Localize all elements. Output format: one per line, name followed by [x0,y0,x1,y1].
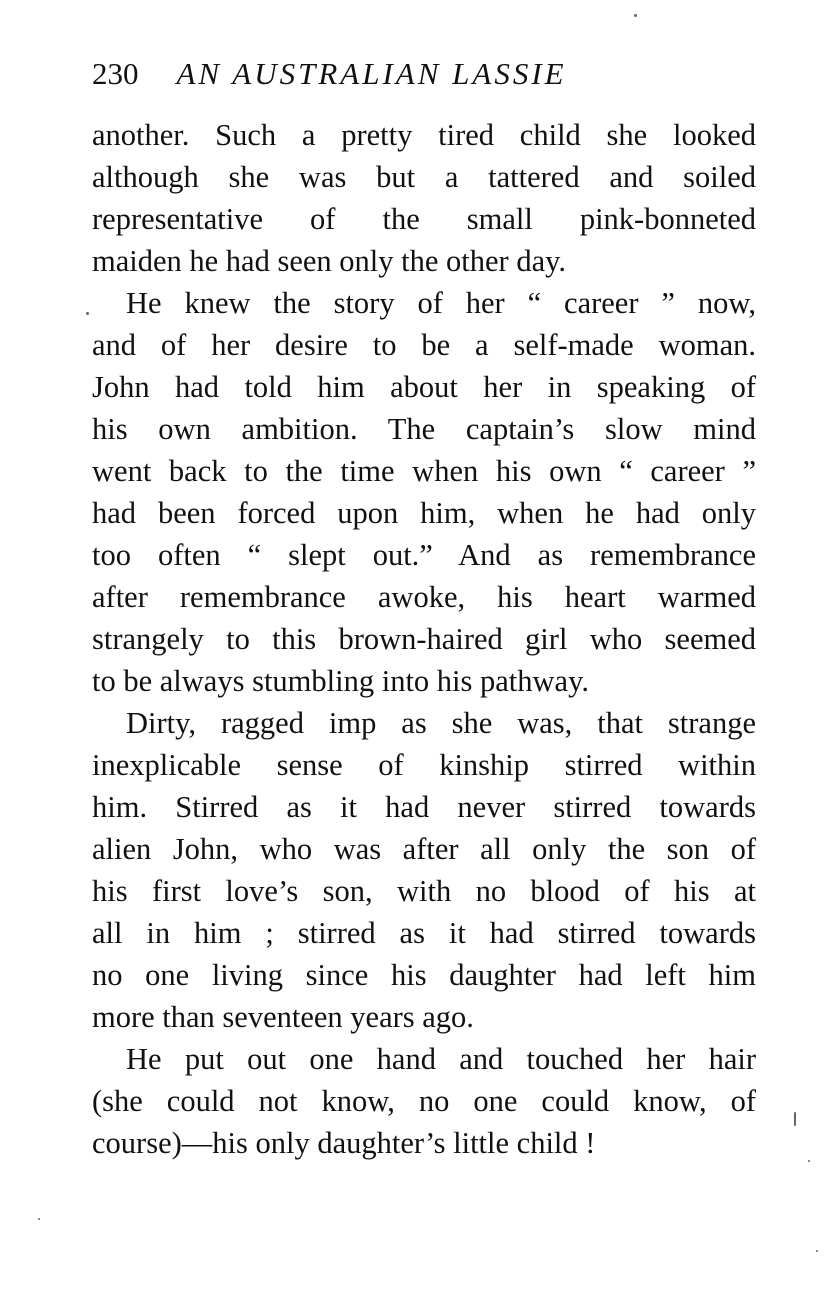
text-line: inexplicable sense of kinship stirred within [92,748,756,782]
text-line: no one living since his daughter had left him [92,958,756,992]
paragraph [92,114,756,282]
text-line: He put out one hand and touched her hair [126,1042,756,1076]
text-line: strangely to this brown-haired girl who seemed [92,622,756,656]
text-line: more than seventeen years ago. [92,1000,474,1034]
scan-speck [816,1250,818,1252]
scan-speck [38,1218,40,1220]
running-head [92,52,756,96]
text-line: alien John, who was after all only the son of [92,832,756,866]
text-line: course)—his only daughter’s little child ! [92,1126,596,1160]
text-line: after remembrance awoke, his heart warmed [92,580,756,614]
text-line: his own ambition. The captain’s slow mind [92,412,756,446]
text-line: maiden he had seen only the other day. [92,244,567,278]
text-line: John had told him about her in speaking of [92,370,756,404]
text-line: went back to the time when his own “ career ” [92,454,756,488]
scan-speck [794,1112,796,1126]
scan-speck [86,312,89,315]
text-line: Dirty, ragged imp as she was, that strange [126,706,756,740]
paragraph [92,702,756,1038]
page-number: 230 [92,56,139,91]
text-line: (she could not know, no one could know, of [92,1084,756,1118]
paragraph [92,282,756,702]
scan-speck [808,1160,810,1162]
scan-speck [634,14,637,17]
paragraph [92,1038,756,1164]
text-line: another. Such a pretty tired child she looked [92,118,756,152]
text-line: representative of the small pink-bonneted [92,202,756,236]
text-line: too often “ slept out.” And as remembrance [92,538,756,572]
text-line: to be always stumbling into his pathway. [92,664,589,698]
text-line: although she was but a tattered and soiled [92,160,756,194]
body-text [92,114,756,1164]
text-line: his first love’s son, with no blood of his at [92,874,756,908]
text-line: He knew the story of her “ career ” now, [126,286,756,320]
text-line: and of her desire to be a self-made woman. [92,328,756,362]
text-line: him. Stirred as it had never stirred towards [92,790,756,824]
text-line: had been forced upon him, when he had only [92,496,756,530]
text-line: all in him ; stirred as it had stirred towards [92,916,756,950]
running-title: AN AUSTRALIAN LASSIE [176,56,567,91]
